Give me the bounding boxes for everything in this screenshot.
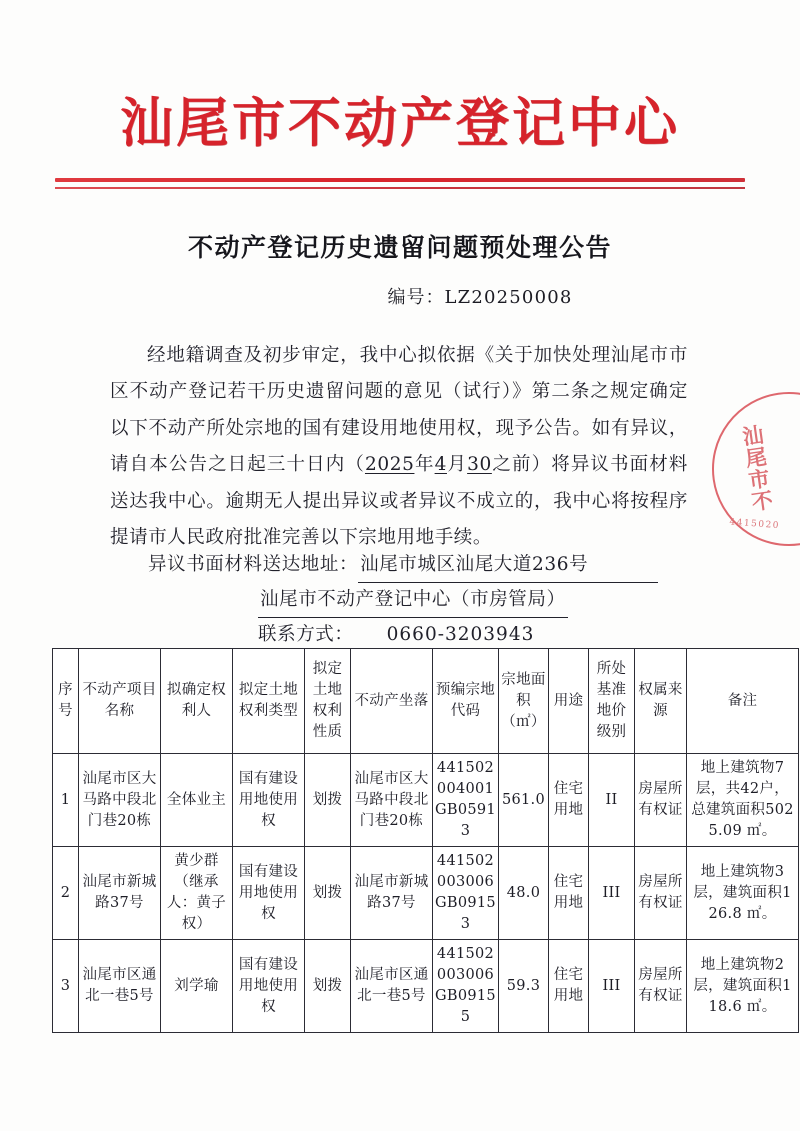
address-line-2: 汕尾市不动产登记中心（市房管局） [258,583,568,618]
cell-source: 房屋所有权证 [635,940,687,1033]
cell-right-nature: 划拨 [305,847,351,940]
table-row [53,847,799,940]
cell-seq: 1 [53,754,79,847]
document-number-label: 编号： [387,287,445,308]
organization-title: 汕尾市不动产登记中心 [120,92,680,154]
document-number [0,283,800,309]
announcement-paragraph [110,338,688,556]
registry-table [52,648,799,1033]
cell-right-type: 国有建设用地使用权 [233,754,305,847]
deadline-year: 2025 [364,454,415,476]
column-header-right-type: 拟定土地权利类型 [233,649,305,754]
cell-grade: III [589,847,635,940]
cell-owner: 全体业主 [161,754,233,847]
cell-remark: 地上建筑物3层，建筑面积126.8 ㎡。 [687,847,799,940]
cell-use: 住宅用地 [549,847,589,940]
cell-area: 48.0 [499,847,549,940]
header-rules [55,178,745,189]
header-rule-thick [55,178,745,182]
table-row [53,754,799,847]
address-row-2 [110,583,688,618]
phone-value: 0660-3203943 [354,618,568,653]
cell-owner: 刘学瑜 [161,940,233,1033]
cell-source: 房屋所有权证 [635,847,687,940]
cell-right-type: 国有建设用地使用权 [233,847,305,940]
cell-seq: 2 [53,847,79,940]
document-number-value: LZ20250008 [444,287,573,308]
seal-text: 汕尾市不 [738,423,776,514]
column-header-project-name: 不动产项目名称 [79,649,161,754]
contact-block [110,548,688,653]
column-header-area: 宗地面积（㎡） [499,649,549,754]
cell-area: 561.0 [499,754,549,847]
cell-use: 住宅用地 [549,754,589,847]
registry-table-wrapper [52,648,794,1033]
cell-parcel-code: 441502004001GB05913 [433,754,499,847]
address-row-1 [110,548,688,583]
table-body [53,754,799,1033]
cell-right-nature: 划拨 [305,940,351,1033]
column-header-location: 不动产坐落 [351,649,433,754]
cell-project-name: 汕尾市区通北一巷5号 [79,940,161,1033]
address-label: 异议书面材料送达地址： [148,554,359,575]
cell-remark: 地上建筑物2层，建筑面积118.6 ㎡。 [687,940,799,1033]
cell-location: 汕尾市区通北一巷5号 [351,940,433,1033]
cell-right-type: 国有建设用地使用权 [233,940,305,1033]
cell-grade: II [589,754,635,847]
seal-inner-ring [714,394,800,543]
page-title: 不动产登记历史遗留问题预处理公告 [187,233,612,262]
header-rule-thin [55,187,745,189]
column-header-seq: 序号 [53,649,79,754]
column-header-source: 权属来源 [635,649,687,754]
cell-use: 住宅用地 [549,940,589,1033]
cell-parcel-code: 441502003006GB09155 [433,940,499,1033]
deadline-year-unit: 年 [414,454,435,476]
cell-project-name: 汕尾市新城路37号 [79,847,161,940]
cell-owner: 黄少群（继承人：黄子权） [161,847,233,940]
body-text-part1: 经地籍调查及初步审定，我中心拟依据《关于加快处理汕尾市市区不动产登记若干历史遗留问题的意见（试行）》第二条之规定确定以下不动产所处宗地的国有建设用地使用权，现予公告。如有异议，请自本公告之日起三十日内（ [110,345,688,476]
deadline-day: 30 [467,454,492,476]
column-header-right-nature: 拟定土地权利性质 [305,649,351,754]
cell-location: 汕尾市新城路37号 [351,847,433,940]
address-line-1: 汕尾市城区汕尾大道236号 [358,548,658,583]
table-header [53,649,799,754]
table-row [53,940,799,1033]
deadline-month-unit: 月 [446,454,468,476]
column-header-use: 用途 [549,649,589,754]
phone-label: 联系方式： [258,624,354,645]
official-seal-stamp [702,382,800,556]
cell-right-nature: 划拨 [305,754,351,847]
masthead [0,92,800,154]
cell-seq: 3 [53,940,79,1033]
deadline-month: 4 [434,454,447,476]
column-header-grade: 所处基准地价级别 [589,649,635,754]
cell-parcel-code: 441502003006GB09153 [433,847,499,940]
column-header-parcel-code: 预编宗地代码 [433,649,499,754]
cell-project-name: 汕尾市区大马路中段北门巷20栋 [79,754,161,847]
cell-remark: 地上建筑物7层，共42户，总建筑面积5025.09 ㎡。 [687,754,799,847]
cell-source: 房屋所有权证 [635,754,687,847]
table-header-row [53,649,799,754]
cell-location: 汕尾市区大马路中段北门巷20栋 [351,754,433,847]
body-text-part2: 之前）将异议书面材料送达我中心。逾期无人提出异议或者异议不成立的，我中心将按程序提请市人民政府批准完善以下宗地用地手续。 [110,454,688,549]
column-header-owner: 拟确定权利人 [161,649,233,754]
column-header-remark: 备注 [687,649,799,754]
cell-grade: III [589,940,635,1033]
seal-code: 4415020 [729,517,781,532]
cell-area: 59.3 [499,940,549,1033]
announcement-body [110,338,688,556]
